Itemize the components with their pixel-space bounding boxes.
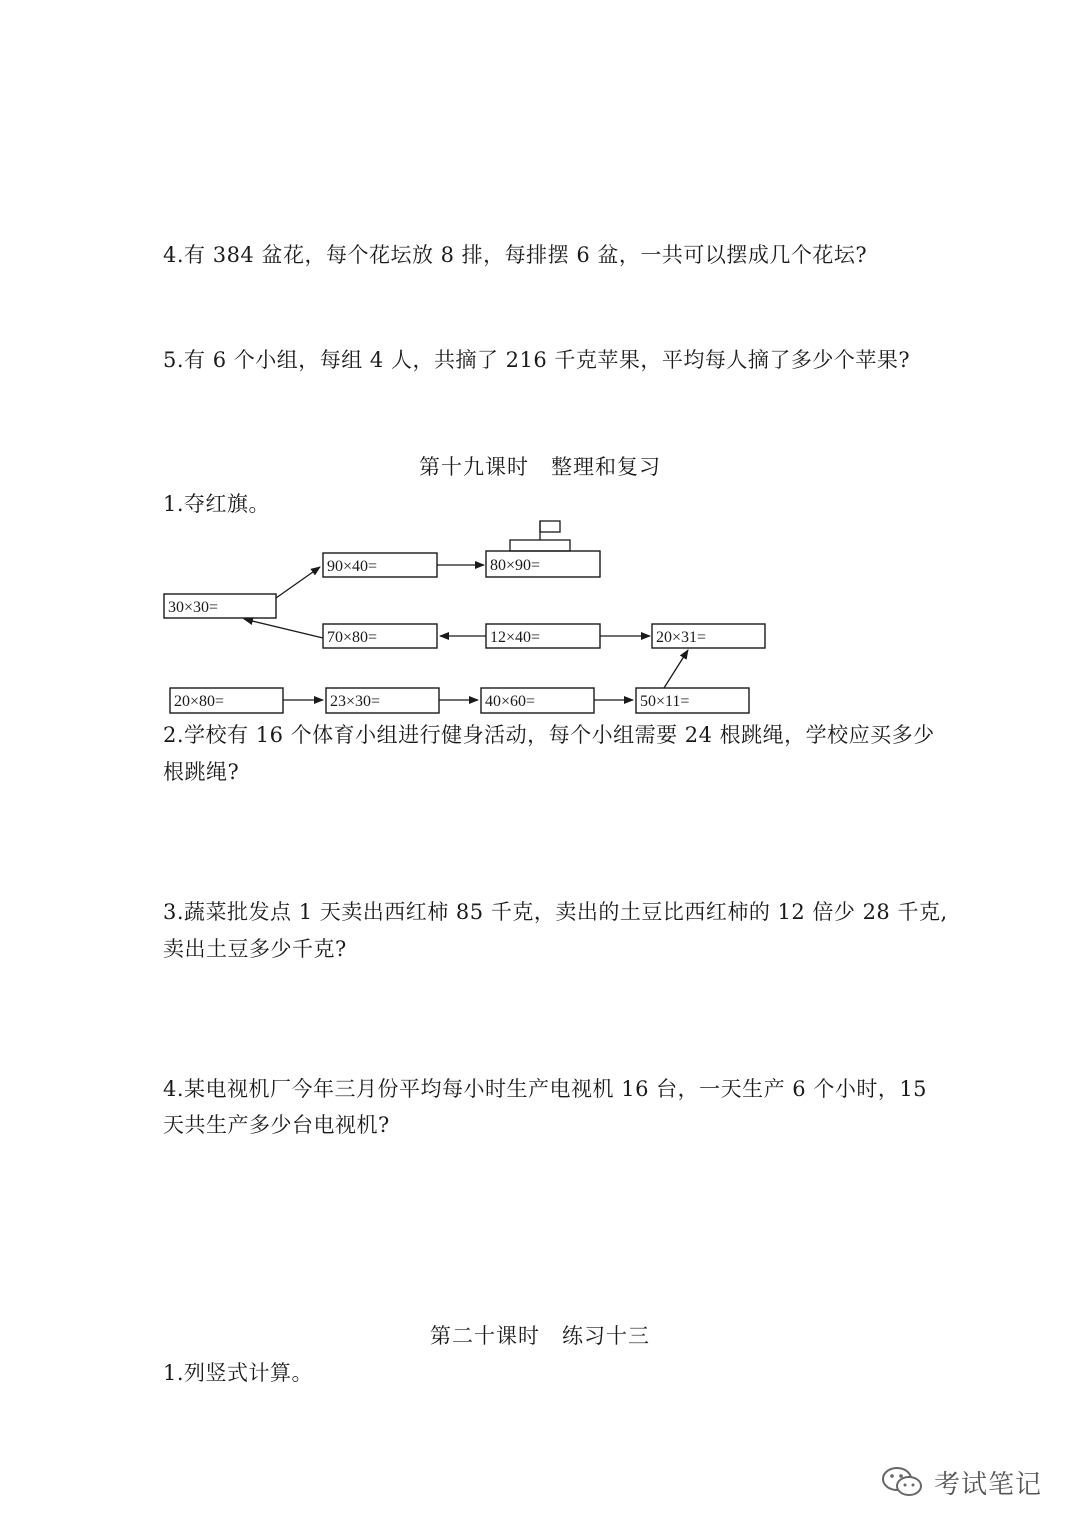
- diagram-arrows: [244, 565, 688, 700]
- box-30x30: [164, 594, 276, 618]
- box-50x11: [636, 688, 749, 713]
- arrow-50x11-to-20x31: [664, 650, 688, 688]
- box-20x80-label: 20×80=: [174, 693, 225, 710]
- watermark: [880, 1460, 1070, 1504]
- lesson-19-question-4-line-2: 天共生产多少台电视机?: [163, 1113, 390, 1137]
- watermark-text: 考试笔记: [934, 1469, 1043, 1500]
- lesson-20-question-1: 1.列竖式计算。: [163, 1361, 314, 1385]
- box-12x40-label: 12×40=: [490, 629, 541, 646]
- box-80x90: [486, 551, 600, 577]
- box-50x11-label: 50×11=: [640, 693, 690, 710]
- box-23x30-label: 23×30=: [330, 693, 381, 710]
- box-90x40: [323, 553, 437, 577]
- lesson-19-question-3-line-1: 3.蔬菜批发点 1 天卖出西红柿 85 千克，卖出的土豆比西红柿的 12 倍少 28 千克,: [163, 900, 948, 924]
- box-12x40: [486, 624, 600, 648]
- lesson-19-question-2-line-2: 根跳绳?: [163, 760, 240, 784]
- box-23x30: [326, 688, 439, 713]
- lesson-19-title: 第十九课时 整理和复习: [419, 455, 661, 479]
- box-40x60: [481, 688, 594, 713]
- question-4-flowers: 4.有 384 盆花，每个花坛放 8 排，每排摆 6 盆，一共可以摆成几个花坛?: [163, 243, 868, 267]
- arrow-70x80-to-30x30: [244, 619, 323, 638]
- box-80x90-label: 80×90=: [490, 557, 541, 574]
- wechat-icon: [880, 1464, 924, 1500]
- lesson-19-question-3-line-2: 卖出土豆多少千克?: [163, 937, 347, 961]
- box-90x40-label: 90×40=: [327, 558, 378, 575]
- lesson-19-question-2-line-1: 2.学校有 16 个体育小组进行健身活动，每个小组需要 24 根跳绳，学校应买多少: [163, 723, 935, 747]
- lesson-19-question-1: 1.夺红旗。: [163, 492, 271, 516]
- lesson-20-title: 第二十课时 练习十三: [430, 1324, 650, 1348]
- box-30x30-label: 30×30=: [168, 599, 219, 616]
- question-5-apples: 5.有 6 个小组，每组 4 人，共摘了 216 千克苹果，平均每人摘了多少个苹果?: [163, 348, 911, 372]
- box-70x80-label: 70×80=: [327, 629, 378, 646]
- arrow-30x30-to-90x40: [276, 567, 320, 598]
- box-40x60-label: 40×60=: [485, 693, 536, 710]
- red-flag-icon: [510, 521, 570, 551]
- box-20x31-label: 20×31=: [656, 629, 707, 646]
- box-20x31: [652, 624, 765, 648]
- box-20x80: [170, 688, 283, 713]
- box-70x80: [323, 624, 437, 648]
- lesson-19-question-4-line-1: 4.某电视机厂今年三月份平均每小时生产电视机 16 台，一天生产 6 个小时，15: [163, 1077, 928, 1101]
